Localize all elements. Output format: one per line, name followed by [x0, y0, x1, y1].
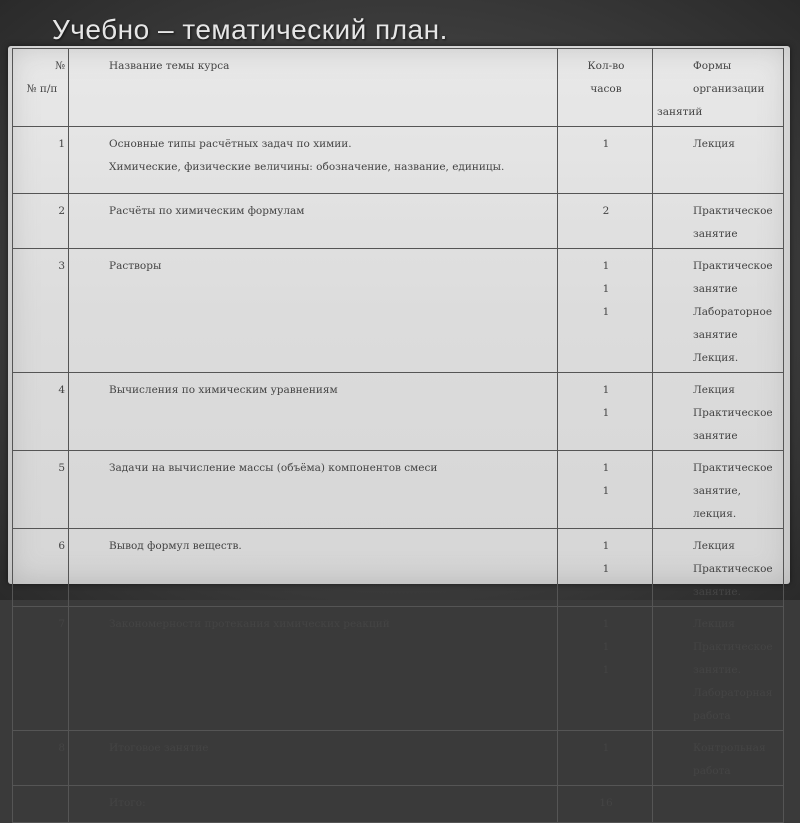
row-forms-line: Контрольная работа — [693, 742, 766, 777]
table-row — [13, 731, 784, 786]
row-forms — [653, 731, 784, 786]
row-hours-line: 1 — [602, 540, 610, 552]
row-topic — [69, 529, 558, 607]
row-forms-line: Лекция — [693, 138, 735, 150]
row-number: 2 — [13, 194, 69, 249]
row-hours-line: 1 — [602, 618, 610, 630]
row-forms-line: Лекция — [693, 384, 735, 396]
row-topic-line: Основные типы расчётных задач по химии. — [109, 138, 352, 150]
row-hours-line: 2 — [602, 205, 610, 217]
header-number-line2: № п/п — [26, 83, 58, 95]
row-forms — [653, 373, 784, 451]
total-label: Итого: — [69, 786, 558, 823]
row-hours-line: 1 — [602, 664, 610, 676]
row-forms-line: Практическое занятие — [693, 205, 773, 240]
row-topic-line: Итоговое занятие — [109, 742, 209, 754]
total-forms-cell — [653, 786, 784, 823]
header-forms-line2: занятий — [657, 106, 703, 118]
row-topic-line: Расчёты по химическим формулам — [109, 205, 305, 217]
row-forms-line: Практическое занятие, — [693, 462, 773, 497]
row-topic-line: Задачи на вычисление массы (объёма) компонентов смеси — [109, 462, 438, 474]
row-hours — [558, 249, 653, 373]
row-hours-line: 1 — [602, 462, 610, 474]
row-number: 1 — [13, 127, 69, 194]
row-topic — [69, 249, 558, 373]
header-hours — [558, 49, 653, 127]
row-topic — [69, 731, 558, 786]
total-row — [13, 786, 784, 823]
row-number: 8 — [13, 731, 69, 786]
row-forms — [653, 529, 784, 607]
row-hours-line: 1 — [602, 485, 610, 497]
row-topic — [69, 451, 558, 529]
row-forms-line: Лабораторная работа — [693, 687, 773, 722]
row-forms-line: Практическое занятие. — [693, 641, 773, 676]
row-number: 6 — [13, 529, 69, 607]
row-number: 4 — [13, 373, 69, 451]
row-forms-line: Лабораторное занятие — [693, 306, 773, 341]
row-forms — [653, 249, 784, 373]
row-forms — [653, 607, 784, 731]
row-topic — [69, 194, 558, 249]
table-row — [13, 127, 784, 194]
row-forms — [653, 451, 784, 529]
row-forms — [653, 127, 784, 194]
row-hours — [558, 607, 653, 731]
row-forms-line: Лекция — [693, 618, 735, 630]
row-hours — [558, 451, 653, 529]
total-number-cell — [13, 786, 69, 823]
total-hours: 16 — [558, 786, 653, 823]
table-row — [13, 373, 784, 451]
row-forms-line: Лекция — [693, 540, 735, 552]
row-hours-line: 1 — [602, 641, 610, 653]
header-forms — [653, 49, 784, 127]
curriculum-table — [12, 48, 784, 823]
table-header-row — [13, 49, 784, 127]
row-hours-line: 1 — [602, 742, 610, 754]
row-topic-line: Вывод формул веществ. — [109, 540, 242, 552]
row-hours-line: 1 — [602, 306, 610, 318]
table-row — [13, 529, 784, 607]
row-hours — [558, 127, 653, 194]
row-hours-line: 1 — [602, 283, 610, 295]
row-forms-line: Практическое занятие. — [693, 563, 773, 598]
row-hours-line: 1 — [602, 563, 610, 575]
row-forms-line: Практическое занятие — [693, 260, 773, 295]
row-topic-line: Закономерности протекания химических реакций — [109, 618, 390, 630]
table-row — [13, 451, 784, 529]
row-topic-line: Химические, физические величины: обозначение, название, единицы. — [109, 161, 505, 173]
table-row — [13, 607, 784, 731]
row-number: 5 — [13, 451, 69, 529]
row-number: 3 — [13, 249, 69, 373]
header-topic: Название темы курса — [69, 49, 558, 127]
row-topic — [69, 607, 558, 731]
header-number — [13, 49, 69, 127]
row-hours-line: 1 — [602, 260, 610, 272]
row-topic — [69, 127, 558, 194]
row-number: 7 — [13, 607, 69, 731]
page-title: Учебно – тематический план. — [52, 14, 448, 45]
header-hours-line1: Кол-во — [587, 60, 625, 72]
row-hours — [558, 731, 653, 786]
row-topic — [69, 373, 558, 451]
row-hours — [558, 529, 653, 607]
row-hours — [558, 373, 653, 451]
row-forms-line: Практическое занятие — [693, 407, 773, 442]
row-forms — [653, 194, 784, 249]
row-forms-line: Лекция. — [693, 352, 739, 364]
row-hours-line: 1 — [602, 384, 610, 396]
row-hours-line: 1 — [602, 407, 610, 419]
row-forms-line: лекция. — [693, 508, 737, 520]
header-hours-line2: часов — [590, 83, 622, 95]
row-hours-line: 1 — [602, 138, 610, 150]
header-number-line1: № — [55, 60, 65, 72]
table-row — [13, 249, 784, 373]
row-topic-line: Растворы — [109, 260, 162, 272]
row-topic-line: Вычисления по химическим уравнениям — [109, 384, 338, 396]
table-row — [13, 194, 784, 249]
row-hours — [558, 194, 653, 249]
header-forms-line1: Формы организации — [693, 60, 765, 95]
